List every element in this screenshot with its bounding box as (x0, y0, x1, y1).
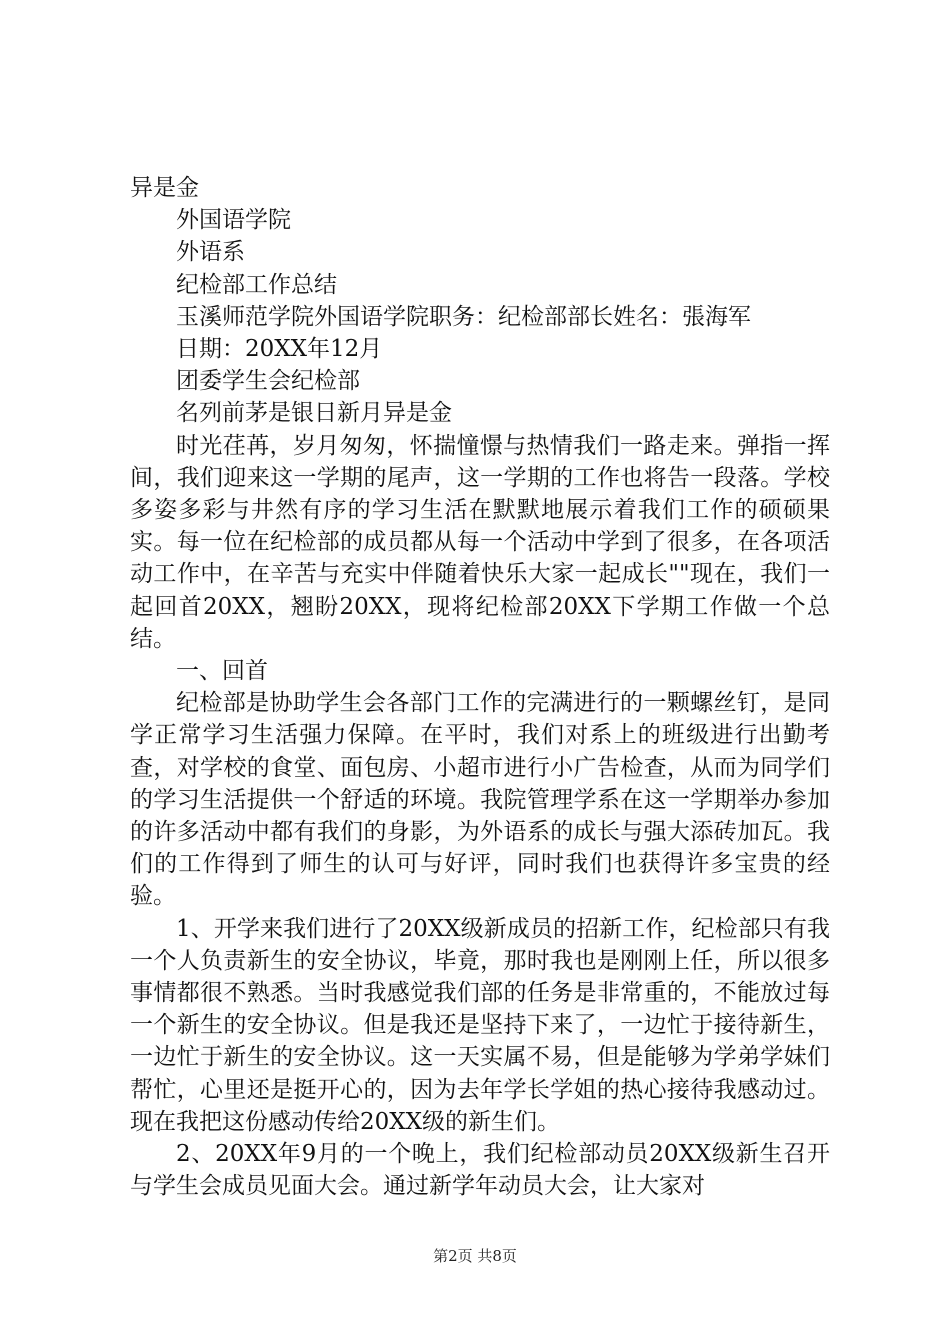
body-paragraph: 1、开学来我们进行了20XX级新成员的招新工作，纪检部只有我一个人负责新生的安全协议，毕竟，那时我也是刚刚上任，所以很多事情都很不熟悉。当时我感觉我们部的任务是非常重的，不能放过每一个新生的安全协议。但是我还是坚持下来了，一边忙于接待新生，一边忙于新生的安全协议。这一天实属不易，但是能够为学弟学妹们帮忙，心里还是挺开心的，因为去年学长学姐的热心接待我感动过。现在我把这份感动传给20XX级的新生们。 (130, 915, 830, 1135)
section-heading: 一、回首 (176, 658, 268, 685)
continued-line: 异是金 (130, 175, 199, 201)
college-name: 外国语学院 (176, 207, 291, 234)
organization-name: 团委学生会纪检部 (176, 368, 360, 395)
document-title: 纪检部工作总结 (176, 271, 337, 298)
document-date: 日期：20XX年12月 (176, 336, 383, 363)
document-body (130, 172, 830, 1203)
body-paragraph: 2、20XX年9月的一个晚上，我们纪检部动员20XX级新生召开与学生会成员见面大会。通过新学年动员大会，让大家对 (130, 1141, 830, 1200)
intro-paragraph: 时光荏苒，岁月匆匆，怀揣憧憬与热情我们一路走来。弹指一挥间，我们迎来这一学期的尾声，这一学期的工作也将告一段落。学校多姿多彩与井然有序的学习生活在默默地展示着我们工作的硕硕果实。每一位在纪检部的成员都从每一个活动中学到了很多，在各项活动工作中，在辛苦与充实中伴随着快乐大家一起成长""现在，我们一起回首20XX，翘盼20XX，现将纪检部20XX下学期工作做一个总结。 (130, 432, 830, 652)
motto-line: 名列前茅是银日新月异是金 (176, 400, 452, 427)
body-paragraph: 纪检部是协助学生会各部门工作的完满进行的一颗螺丝钉，是同学正常学习生活强力保障。在平时，我们对系上的班级进行出勤考查，对学校的食堂、面包房、小超市进行小广告检查，从而为同学们的学习生活提供一个舒适的环境。我院管理学系在这一学期举办参加的许多活动中都有我们的身影，为外语系的成长与强大添砖加瓦。我们的工作得到了师生的认可与好评，同时我们也获得许多宝贵的经验。 (130, 690, 830, 910)
page-footer: 第2页 共8页 (433, 1247, 517, 1265)
department-name: 外语系 (176, 239, 245, 266)
author-info: 玉溪师范学院外国语学院职务：纪检部部长姓名：張海军 (176, 303, 751, 330)
